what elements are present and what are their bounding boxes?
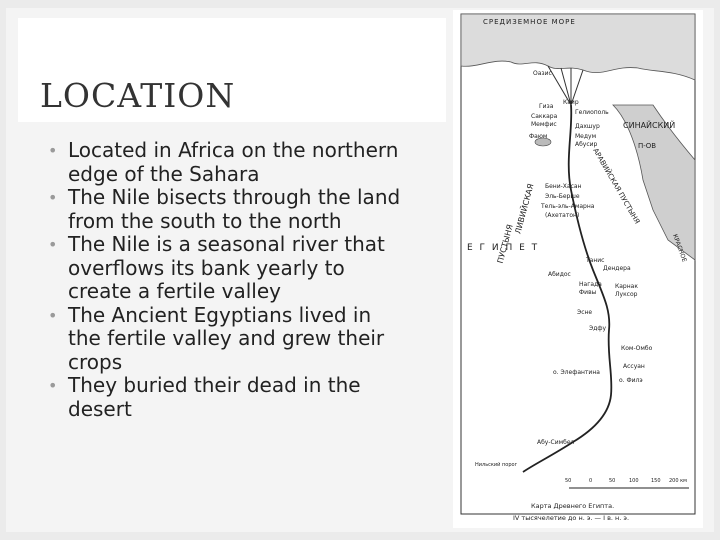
bullet-item: • They buried their dead in the desert	[48, 373, 361, 421]
map-caption-line-2: IV тысячелетие до н. э. — I в. н. э.	[513, 514, 630, 522]
sea-label: СРЕДИЗЕМНОЕ МОРЕ	[483, 18, 576, 26]
place-label: о. Филэ	[619, 377, 643, 384]
place-label: Медум	[575, 133, 597, 140]
place-label: Ком-Омбо	[621, 345, 653, 352]
place-label: Карнак	[615, 283, 638, 290]
place-label: Абусир	[575, 141, 598, 148]
bullet-icon: •	[48, 376, 58, 395]
place-label: Гиза	[539, 103, 554, 110]
place-label: Луксор	[615, 291, 638, 298]
bullet-icon: •	[48, 141, 58, 160]
place-label: Танис	[586, 257, 605, 264]
place-label: Саккара	[531, 113, 558, 120]
bullet-item: • Located in Africa on the northern edge of the Sahara	[48, 138, 399, 186]
place-label: Фаюм	[529, 133, 548, 140]
place-label: Дендера	[603, 265, 631, 272]
place-label: Фивы	[579, 289, 597, 296]
red-sea-label: КРАСНОЕ	[671, 233, 688, 264]
place-label: (Ахетатон)	[545, 212, 580, 219]
place-label: Эль-Берше	[545, 193, 580, 200]
place-label: Ассуан	[623, 363, 645, 370]
scale-tick: 50	[565, 478, 572, 484]
place-label: Абу-Симбел	[537, 439, 575, 446]
scale-tick: 150	[651, 478, 661, 484]
map-caption-line-1: Карта Древнего Египта.	[531, 502, 615, 510]
sinai-label-1: СИНАЙСКИЙ	[623, 121, 676, 130]
scale-tick: 50	[609, 478, 616, 484]
place-label: о. Элефантина	[553, 369, 600, 376]
egypt-map	[453, 10, 703, 528]
bullet-icon: •	[48, 305, 58, 325]
egypt-label: Е Г И П Е Т	[467, 243, 540, 253]
map-svg	[453, 10, 703, 528]
bullet-item: • The Nile is a seasonal river that overflows its bank yearly to create a fertile valley	[48, 232, 385, 303]
scale-tick: 0	[589, 478, 593, 484]
place-label: Каир	[563, 99, 579, 106]
bullet-icon: •	[48, 235, 58, 254]
bullet-item: • The Nile bisects through the land from the south to the north	[48, 185, 401, 233]
bullet-item: • The Ancient Egyptians lived in the fertile valley and grew their crops	[48, 302, 385, 374]
scale-tick: 100	[629, 478, 639, 484]
bullet-icon: •	[48, 188, 58, 207]
place-label: Абидос	[548, 271, 571, 278]
place-label: Дахшур	[575, 123, 600, 130]
place-label: Бени-Хасан	[545, 183, 582, 190]
place-label: Нагада	[579, 281, 602, 288]
place-label: Тель-эль-Амарна	[541, 203, 595, 210]
place-label: Нильский порог	[475, 462, 518, 468]
place-label: Эсне	[577, 309, 593, 316]
libyan-desert-label-1: ЛИВИЙСКАЯ	[513, 182, 536, 236]
place-label: Оазис	[533, 70, 552, 77]
scale-tick: 200 км	[669, 478, 687, 484]
libyan-desert-label-2: ПУСТЫНЯ	[495, 223, 515, 265]
place-label: Гелиополь	[575, 109, 609, 116]
bullet-list	[46, 139, 406, 421]
slide-title: LOCATION	[40, 76, 236, 116]
place-label: Эдфу	[589, 325, 607, 332]
sinai-label-2: П-ОВ	[638, 142, 657, 150]
arabian-desert-label: АРАВИЙСКАЯ ПУСТЫНЯ	[591, 147, 642, 226]
place-label: Мемфис	[531, 121, 557, 128]
